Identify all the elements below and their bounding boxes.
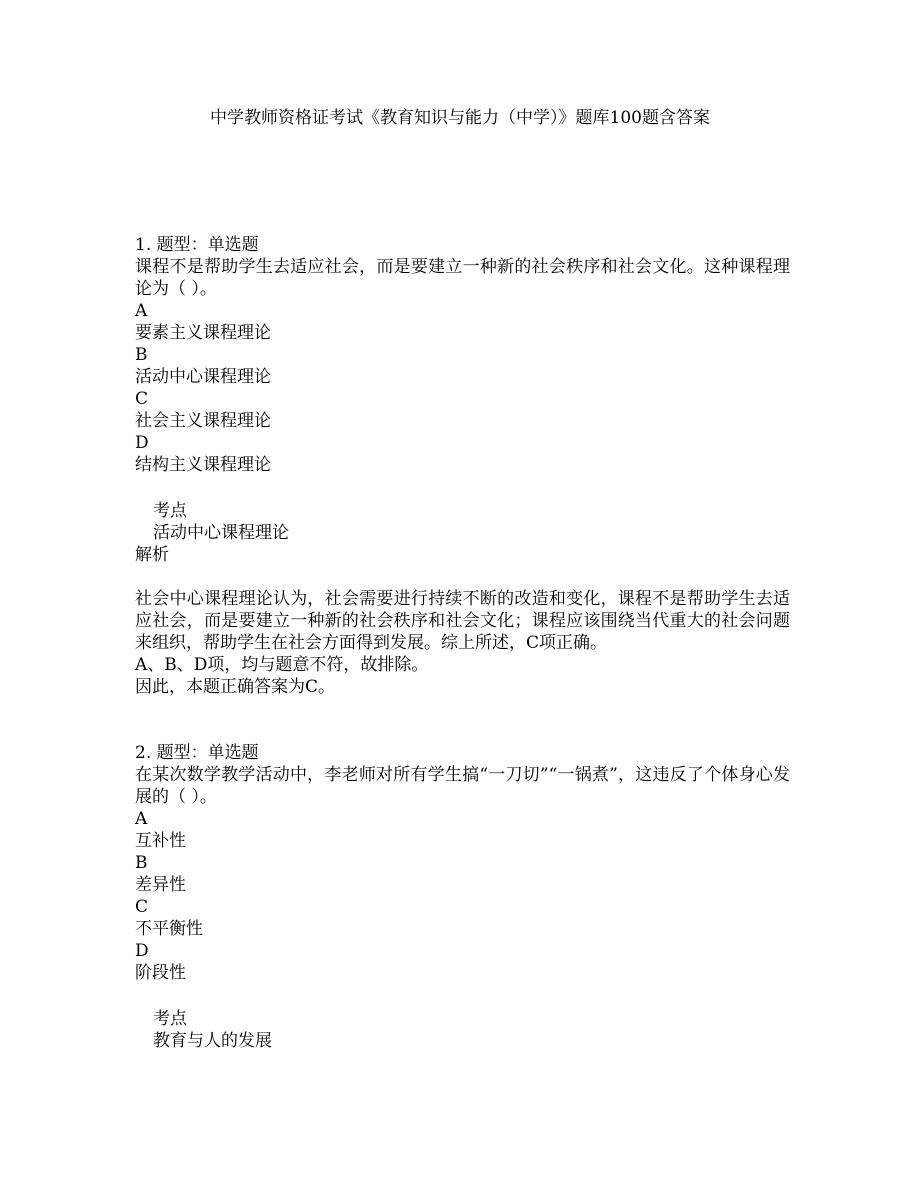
- question-2: [135, 742, 790, 1052]
- question-2-header: 2. 题型：单选题: [135, 743, 259, 763]
- document-title: 中学教师资格证考试《教育知识与能力（中学）》题库100题含答案: [210, 108, 710, 128]
- question-1-option-b-letter: B: [135, 345, 148, 365]
- question-1-kaodian-label: 考点: [153, 501, 187, 521]
- question-1-option-c-letter: C: [135, 389, 149, 409]
- question-1-jiexi-label: 解析: [135, 545, 169, 565]
- question-1-option-d-text: 结构主义课程理论: [135, 455, 271, 475]
- question-1-analysis-conclusion: 因此，本题正确答案为C。: [135, 677, 336, 697]
- question-2-option-c-text: 不平衡性: [135, 919, 203, 939]
- question-2-kaodian-label: 考点: [153, 1009, 187, 1029]
- document-body: [135, 234, 790, 1052]
- question-1-kaodian-value: 活动中心课程理论: [153, 523, 289, 543]
- question-1-option-c-text: 社会主义课程理论: [135, 411, 271, 431]
- question-1-option-d-letter: D: [135, 433, 149, 453]
- question-1: [135, 234, 790, 698]
- question-2-kaodian-value: 教育与人的发展: [153, 1031, 272, 1051]
- question-2-stem: 在某次数学教学活动中，李老师对所有学生搞“一刀切”“一锅煮”，这违反了个体身心发展的（ ）。: [135, 765, 790, 807]
- question-1-analysis-paragraph: 社会中心课程理论认为，社会需要进行持续不断的改造和变化，课程不是帮助学生去适应社会，而是要建立一种新的社会秩序和社会文化；课程应该围绕当代重大的社会问题来组织，帮助学生在社会方面得到发展。综上所述，C项正确。: [135, 589, 790, 653]
- question-1-stem: 课程不是帮助学生去适应社会，而是要建立一种新的社会秩序和社会文化。这种课程理论为（ ）。: [135, 257, 790, 299]
- question-1-option-a-text: 要素主义课程理论: [135, 323, 271, 343]
- question-1-header: 1. 题型：单选题: [135, 235, 259, 255]
- question-2-option-b-text: 差异性: [135, 875, 186, 895]
- question-2-option-c-letter: C: [135, 897, 149, 917]
- question-2-option-a-text: 互补性: [135, 831, 186, 851]
- question-1-analysis-exclusion: A、B、D项，均与题意不符，故排除。: [135, 655, 429, 675]
- question-1-option-a-letter: A: [135, 301, 148, 321]
- question-2-option-d-letter: D: [135, 941, 149, 961]
- question-1-option-b-text: 活动中心课程理论: [135, 367, 271, 387]
- question-2-option-b-letter: B: [135, 853, 148, 873]
- question-2-option-d-text: 阶段性: [135, 963, 186, 983]
- question-2-option-a-letter: A: [135, 809, 148, 829]
